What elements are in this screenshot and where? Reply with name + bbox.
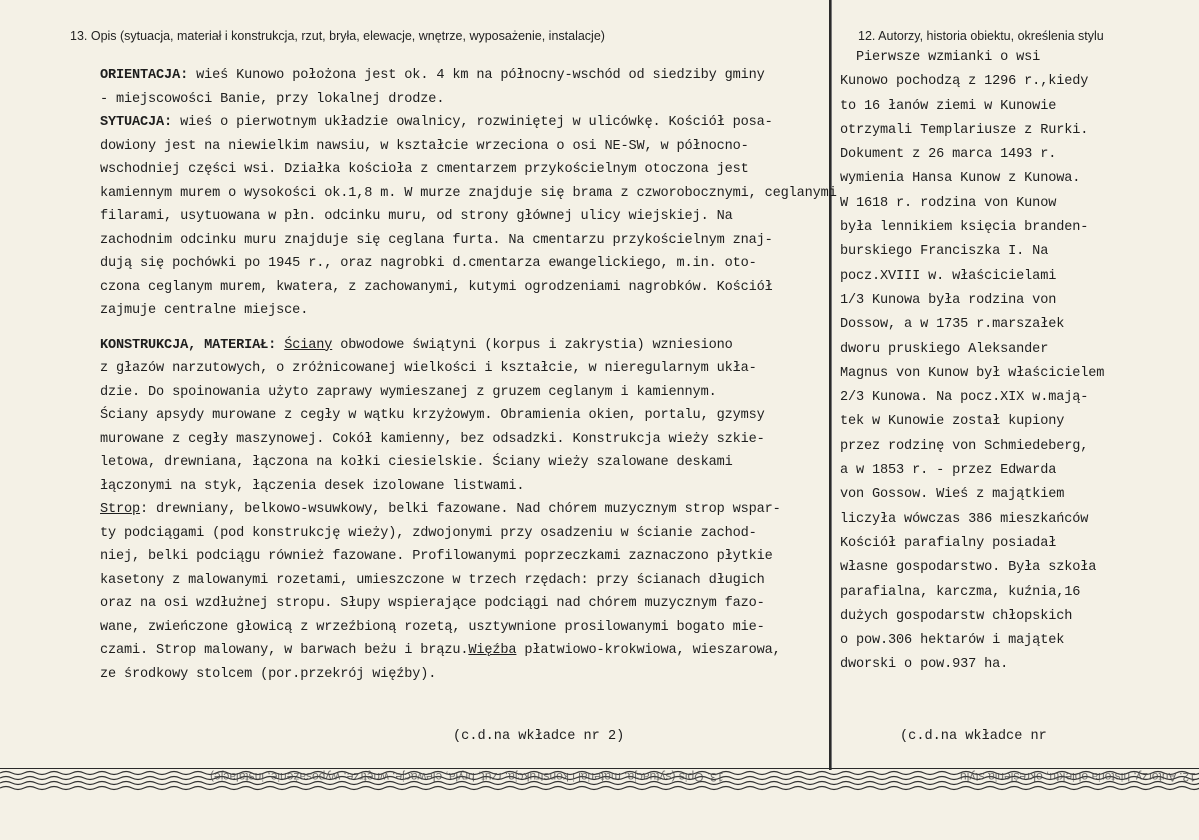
text-line: Dokument z 26 marca 1493 r. (840, 147, 1057, 163)
underlined-term: Ściany (284, 337, 333, 353)
line-text: letowa, drewniana, łączona na kołki ciesielskie. Ściany wieży szalowane deskami (100, 455, 733, 470)
text-line (100, 616, 826, 640)
text-line (100, 299, 826, 323)
text-line: 1/3 Kunowa była rodzina von (840, 292, 1057, 308)
line-text: Ściany apsydy murowane z cegły w wątku krzyżowym. Obramienia okien, portalu, gzymsy (100, 408, 765, 423)
text-line (100, 404, 826, 428)
text-line (100, 158, 826, 182)
text-line: o pow.306 hektarów i majątek (840, 633, 1065, 649)
section-13-header: 13. Opis (sytuacja, materiał i konstrukcja, rzut, bryła, elewacje, wnętrze, wyposażenie, instalacje) (70, 29, 605, 43)
line-text: wieś Kunowo położona jest ok. 4 km na północny-wschód od siedziby gminy (188, 68, 765, 83)
line-text: obwodowe świątyni (korpus i zakrystia) wzniesiono (332, 337, 733, 353)
line-text: ze środkowy stolcem (por.przekrój więźby). (100, 666, 437, 682)
text-line (100, 545, 826, 569)
text-line: liczyła wówczas 386 mieszkańców (840, 511, 1089, 527)
paragraph-gap (100, 323, 826, 334)
text-line (100, 569, 826, 593)
text-line: własne gospodarstwo. Była szkoła (840, 560, 1097, 576)
text-line (100, 135, 826, 159)
section-label: SYTUACJA: (100, 115, 173, 130)
line-text: płatwiowo-krokwiowa, wieszarowa, (516, 643, 781, 658)
section-label: ORIENTACJA: (100, 68, 189, 83)
line-text: zajmuje centralne miejsce. (100, 303, 309, 318)
text-line (100, 88, 826, 112)
mirrored-header-left: 13. Opis (sytuacja, materiał i konstrukcja, rzut, bryła, elewacje, wnętrze, wyposażenie, instalacje) (210, 770, 724, 784)
text-line: wymienia Hansa Kunow z Kunowa. (840, 171, 1081, 187)
text-line: Magnus von Kunow był właścicielem (840, 365, 1105, 381)
text-line: Kunowo pochodzą z 1296 r.,kiedy (840, 74, 1089, 90)
text-line (100, 522, 826, 546)
text-line: dworski o pow.937 ha. (840, 657, 1009, 673)
text-line (100, 334, 826, 358)
text-line: dworu pruskiego Aleksander (840, 341, 1049, 357)
line-text: wschodniej części wsi. Działka kościoła z cmentarzem przykościelnym otoczona jest (100, 162, 749, 177)
line-text: ty podciągami (pod konstrukcję wieży), zdwojonymi przy osadzeniu w ścianie zachod- (100, 525, 757, 541)
text-line (100, 182, 837, 206)
description-text (100, 64, 837, 686)
text-line (100, 428, 826, 452)
text-line: 2/3 Kunowa. Na pocz.XIX w.mają- (840, 390, 1089, 406)
text-line: to 16 łanów ziemi w Kunowie (840, 98, 1057, 114)
section-12-header: 12. Autorzy, historia obiektu, określenia stylu (858, 29, 1104, 43)
text-line (100, 229, 826, 253)
column-divider-shadow (831, 0, 832, 770)
line-text: : drewniany, belkowo-wsuwkowy, belki fazowane. Nad chórem muzycznym strop wspar- (140, 502, 781, 517)
mirrored-header-right: 12. Autorzy, historia obiektu, określenia stylu (960, 770, 1196, 784)
line-text: z głazów narzutowych, o zróżnicowanej wielkości i kształcie, w nieregularnym ukła- (100, 361, 757, 376)
text-line (100, 64, 826, 88)
text-line (100, 252, 826, 276)
section-label: KONSTRUKCJA, MATERIAŁ: (100, 337, 277, 353)
text-line: przez rodzinę von Schmiedeberg, (840, 438, 1089, 454)
text-line: była lennikiem księcia branden- (840, 220, 1089, 236)
text-line: Dossow, a w 1735 r.marszałek (840, 317, 1065, 333)
text-line: parafialna, karczma, kuźnia,16 (840, 584, 1081, 600)
text-line: pocz.XVIII w. właścicielami (840, 268, 1057, 284)
line-text: dzie. Do spoinowania użyto zaprawy wymieszanej z gruzem ceglanym i kamiennym. (100, 384, 717, 400)
text-line (100, 357, 826, 381)
text-line: tek w Kunowie został kupiony (840, 414, 1065, 430)
text-line: Kościół parafialny posiadał (840, 535, 1057, 551)
text-line (100, 451, 826, 475)
line-text: czona ceglanym murem, kwatera, z zachowanymi, kutymi ogrodzeniami nagrobków. Kościół (100, 279, 773, 295)
line-text: czami. Strop malowany, w barwach beżu i brązu. (100, 643, 469, 658)
text-line: Pierwsze wzmianki o wsi (840, 50, 1041, 65)
text-line (100, 475, 826, 499)
text-line: burskiego Franciszka I. Na (840, 244, 1049, 260)
line-text: dują się pochówki po 1945 r., oraz nagrobki d.cmentarza ewangelickiego, m.in. oto- (100, 256, 757, 271)
line-text: filarami, usytuowana w płn. odcinku muru, od strony głównej ulicy wiejskiej. Na (100, 209, 733, 224)
continuation-note-left: (c.d.na wkładce nr 2) (453, 729, 625, 744)
line-text: niej, belki podciągu również fazowane. Profilowanymi poprzeczkami zaznaczono płytkie (100, 549, 773, 564)
history-text (840, 46, 1195, 678)
text-line (100, 111, 826, 135)
wave-line (0, 787, 1199, 790)
text-line (100, 205, 826, 229)
text-line (100, 639, 826, 663)
underlined-term: Strop (100, 502, 141, 517)
line-text: wieś o pierwotnym układzie owalnicy, rozwiniętej w ulicówkę. Kościół posa- (172, 115, 773, 130)
text-line: W 1618 r. rodzina von Kunow (840, 195, 1057, 211)
continuation-note-right: (c.d.na wkładce nr (900, 729, 1047, 744)
line-text: kamiennym murem o wysokości ok.1,8 m. W murze znajduje się brama z czworobocznymi, ceglanymi (100, 185, 837, 201)
text-line (100, 381, 826, 405)
text-line: von Gossow. Wieś z majątkiem (840, 487, 1065, 503)
text-line (100, 276, 826, 300)
line-text: dowiony jest na niewielkim nawsiu, w kształcie wrzeciona o osi NE-SW, w północno- (100, 138, 749, 154)
text-line (100, 498, 826, 522)
line-text: łączonymi na styk, łączenia desek izolowane listwami. (100, 478, 525, 494)
line-text: kasetony z malowanymi rozetami, umieszczone w trzech rzędach: przy ścianach długich (100, 572, 765, 588)
text-line: dużych gospodarstw chłopskich (840, 608, 1073, 624)
text-line (100, 592, 826, 616)
text-line: a w 1853 r. - przez Edwarda (840, 463, 1057, 479)
line-text: - miejscowości Banie, przy lokalnej drodze. (100, 91, 445, 107)
line-text: wane, zwieńczone głowicą z wrzeźbioną rozetą, usztywnione prosilowanymi bogato mie- (100, 619, 765, 635)
text-line (100, 663, 826, 687)
underlined-term: Więźba (468, 643, 517, 658)
text-line: otrzymali Templariusze z Rurki. (840, 122, 1089, 138)
line-text: zachodnim odcinku muru znajduje się ceglana furta. Na cmentarzu przykościelnym znaj- (100, 232, 773, 248)
line-text: murowane z cegły maszynowej. Cokół kamienny, bez odsadzki. Konstrukcja wieży szkie- (100, 431, 765, 447)
line-text: oraz na osi wzdłużnej stropu. Słupy wspierające podciągi nad chórem muzycznym fazo- (100, 596, 765, 611)
